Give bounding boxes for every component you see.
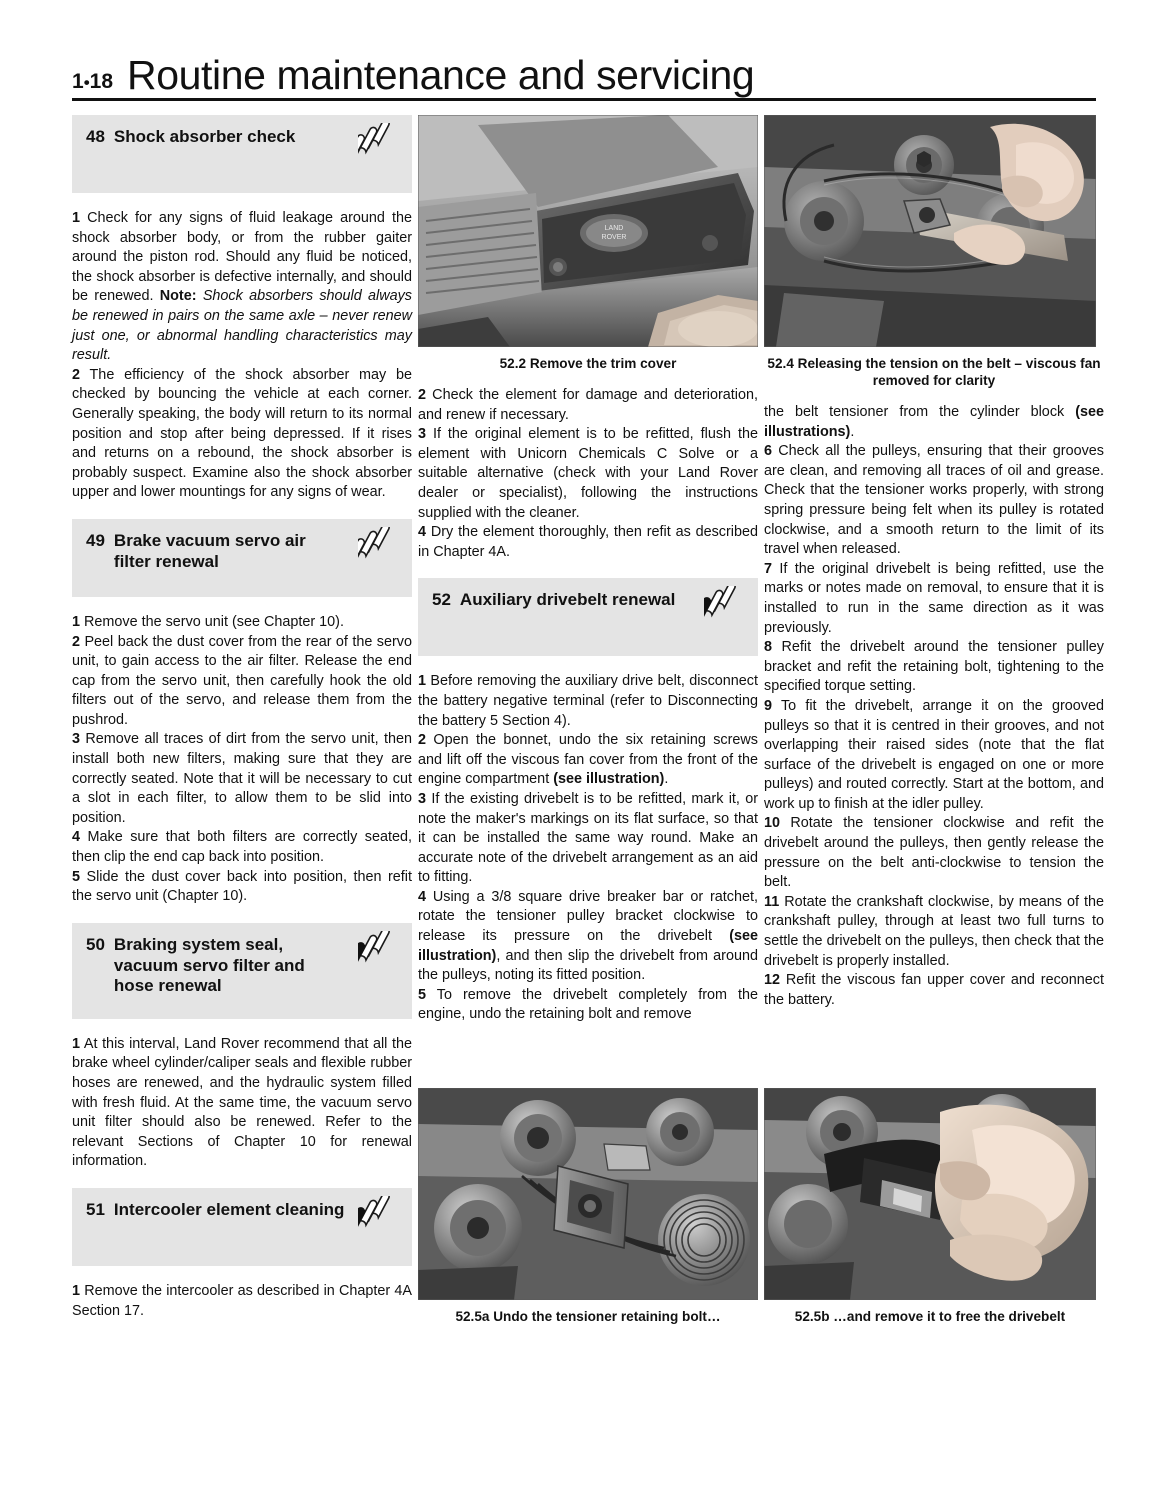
step-paragraph: 1 Check for any signs of fluid leakage around the shock absorber body, or from the rubber gaiter around the piston rod. Should any fluid be noticed, the shock absorber is defective internally, and should be renewed. Note: Shock absorbers should always be renewed in pairs on the same axle – never renew just one, or abnormal handling characteristics may result. <box>72 210 413 364</box>
folio-page: 18 <box>89 70 113 93</box>
section-head-50 <box>72 923 412 1019</box>
figure-caption: 52.4 Releasing the tension on the belt – viscous fan removed for clarity <box>767 356 1101 388</box>
step-paragraph: 5 Slide the dust cover back into position, then refit the servo unit (Chapter 10). <box>72 868 412 905</box>
step-paragraph: 9 To fit the drivebelt, arrange it on the grooved pulleys so that it is centred in their grooves, and not overlapping their raised sides (note that the flat surface of the drivebelt is engaged on one or more pulleys) and routed correctly. Start at the bottom, and work up to finish at the idler pulley. <box>764 697 1104 812</box>
step-paragraph: 3 Remove all traces of dirt from the servo unit, then install both new filters, making sure that they are correctly seated. Note that it will be necessary to cut a slot in each filter, to allow them to be slid into position. <box>72 731 412 826</box>
figure-52-5b <box>764 1088 1096 1339</box>
section-50-body <box>72 1035 412 1172</box>
spanner-stack-icon <box>704 586 750 668</box>
step-paragraph: 4 Make sure that both filters are correctly seated, then clip the end cap back into position. <box>72 829 412 866</box>
spanner-stack-icon <box>358 527 404 609</box>
section-49-body <box>72 613 412 907</box>
section-52-body-right <box>764 403 1104 1010</box>
step-paragraph: 1 Remove the intercooler as described in Chapter 4A Section 17. <box>72 1282 412 1319</box>
step-paragraph: 1 Remove the servo unit (see Chapter 10). <box>72 613 344 630</box>
section-title: Brake vacuum servo air filter renewal <box>113 530 306 571</box>
column-left <box>72 115 412 1337</box>
step-paragraph: 2 Check the element for damage and deterioration, and renew if necessary. <box>418 387 758 423</box>
step-paragraph: 5 To remove the drivebelt completely from the engine, undo the retaining bolt and remove <box>418 986 758 1023</box>
step-paragraph: 2 Open the bonnet, undo the six retaining screws and lift off the viscous fan cover from the front of the engine compartment (see illustration). <box>418 732 758 788</box>
page-header <box>72 44 1096 96</box>
header-rule <box>72 98 1096 101</box>
section-title: Braking system seal, vacuum servo filter and hose renewal <box>113 934 305 996</box>
spanner-stack-icon <box>358 1196 404 1278</box>
figure-caption: 52.5a Undo the tensioner retaining bolt… <box>455 1309 721 1324</box>
svg-text:ROVER: ROVER <box>601 234 627 241</box>
step-paragraph: 3 If the original element is to be refitted, flush the element with Unicorn Chemicals C Solve or a suitable alternative (check with your Land Rover dealer or specialist), following the instructions supplied with the cleaner. <box>418 426 758 521</box>
section-number: 51 <box>86 1199 105 1219</box>
step-paragraph: 8 Refit the drivebelt around the tensioner pulley bracket and refit the retaining bolt, tightening to the specified torque setting. <box>764 639 1104 695</box>
photo-52-4 <box>764 115 1096 347</box>
folio-chapter: 1 <box>72 70 84 93</box>
section-head-52 <box>418 578 758 656</box>
step-paragraph: the belt tensioner from the cylinder block (see illustrations). <box>764 404 1104 440</box>
step-paragraph: 11 Rotate the crankshaft clockwise, by means of the crankshaft pulley, through at least two full turns to settle the drivebelt on the pulleys, then check that the drivebelt is properly installed. <box>764 893 1104 969</box>
figure-52-5a <box>418 1088 758 1339</box>
step-paragraph: 3 If the existing drivebelt is to be refitted, mark it, or note the maker's markings on its flat surface, so that it can be installed the same way round. Make an accurate note of the drivebelt arrangement as an aid to fitting. <box>418 790 758 886</box>
step-paragraph: 7 If the original drivebelt is being refitted, use the marks or notes made on removal, to ensure that it is installed to run in the same direction as it was previously. <box>764 560 1104 636</box>
step-paragraph: 2 The efficiency of the shock absorber may be checked by bouncing the vehicle at each corner. Generally speaking, the body will return to its normal position and stop after being depressed. If it rises and returns on a rebound, the shock absorber is probably suspect. Examine also the shock absorber upper and lower mountings for any signs of wear. <box>72 366 412 501</box>
figure-caption: 52.5b …and remove it to free the drivebelt <box>794 1309 1066 1324</box>
section-title: Shock absorber check <box>113 127 296 146</box>
section-52-body-left <box>418 672 758 1025</box>
page-title: Routine maintenance and servicing <box>127 52 755 98</box>
step-paragraph: 10 Rotate the tensioner clockwise and refit the drivebelt around the pulleys, then gently release the pressure on the belt anti-clockwise to tension the belt. <box>764 815 1104 891</box>
section-head-49 <box>72 519 412 597</box>
section-title: Auxiliary drivebelt renewal <box>459 590 676 610</box>
photo-52-5b <box>764 1088 1096 1300</box>
step-paragraph: 2 Peel back the dust cover from the rear of the servo unit, to gain access to the air filter. Release the end cap from the servo unit, then carefully hook the old filters out of the servo, and release them from the pushrod. <box>72 633 412 728</box>
step-paragraph: 12 Refit the viscous fan upper cover and reconnect the battery. <box>764 972 1104 1008</box>
folio <box>72 71 113 96</box>
column-middle <box>418 115 758 1041</box>
section-number: 49 <box>86 530 105 550</box>
svg-text:LAND: LAND <box>604 225 624 232</box>
section-head-48 <box>72 115 412 193</box>
spanner-stack-icon <box>358 931 404 1013</box>
section-48-body <box>72 209 412 503</box>
photo-52-2 <box>418 115 758 347</box>
figure-52-2 <box>418 115 758 372</box>
spanner-stack-icon <box>358 123 404 205</box>
column-right <box>764 115 1104 1026</box>
step-paragraph: 1 At this interval, Land Rover recommend that all the brake wheel cylinder/caliper seals and flexible rubber hoses are renewed, and the hydraulic system filled with fresh fluid. At the same time, the vacuum servo unit filter should also be renewed. Refer to the relevant Sections of Chapter 10 for renewal information. <box>72 1035 412 1170</box>
section-number: 48 <box>86 127 105 146</box>
figure-caption: 52.2 Remove the trim cover <box>499 356 677 371</box>
section-number: 50 <box>86 934 105 954</box>
step-paragraph: 6 Check all the pulleys, ensuring that their grooves are clean, and removing all traces of oil and grease. Check that the tensioner works properly, with strong spring pressure being felt when its pulley is rotated clockwise, and a smooth return to the limit of its travel when released. <box>764 443 1104 558</box>
step-paragraph: 1 Before removing the auxiliary drive belt, disconnect the battery negative terminal (refer to Disconnecting the battery 5 Section 4). <box>418 673 758 729</box>
section-51-body-part1 <box>72 1282 412 1321</box>
step-paragraph: 4 Dry the element thoroughly, then refit as described in Chapter 4A. <box>418 524 758 560</box>
section-number: 52 <box>432 590 451 610</box>
section-51-body-part2 <box>418 386 758 562</box>
section-title: Intercooler element cleaning <box>113 1199 345 1219</box>
photo-52-5a <box>418 1088 758 1300</box>
section-head-51 <box>72 1188 412 1266</box>
folio-separator: • <box>83 73 90 92</box>
figure-52-4 <box>764 115 1104 389</box>
step-paragraph: 4 Using a 3/8 square drive breaker bar or ratchet, rotate the tensioner pulley bracket clockwise to release its pressure on the drivebelt (see illustration), and then slip the drivebelt from around the pulleys, noting its fitted position. <box>418 888 758 984</box>
